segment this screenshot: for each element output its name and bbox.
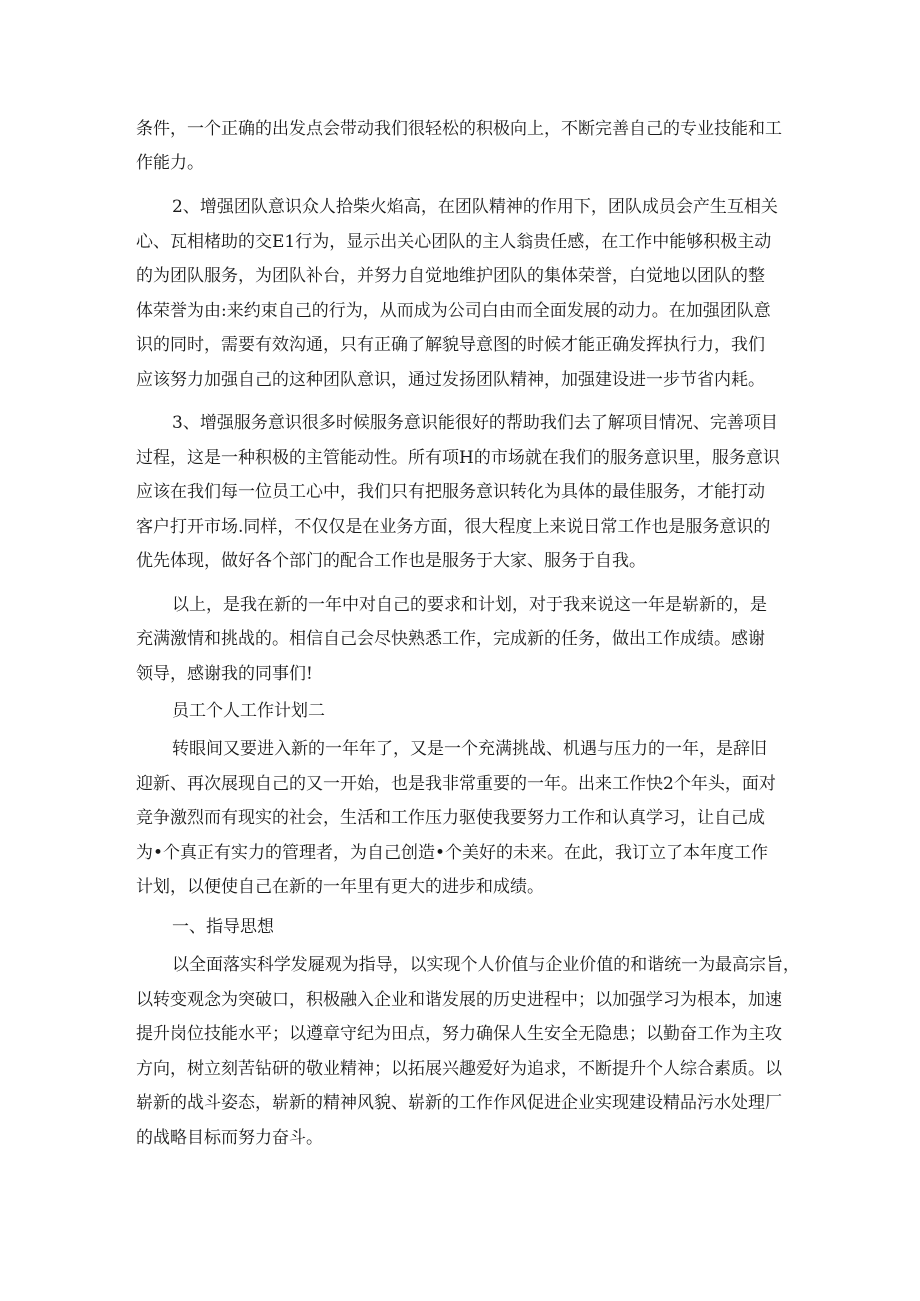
text-line-6: 体荣誉为由:来约束自己的行为，从而成为公司白由而全面发展的动力。在加强团队意 [136,301,771,321]
text-line-9: 3、增强服务意识很多时候服务意识能很好的帮助我们去了解项目情况、完善项目 [172,413,778,433]
text-line-8: 应该努力加强自己的这种团队意识，通过发扬团队精神，加强建设进一步节省内耗。 [136,370,765,390]
text-line-22: 计划，以便使自己在新的一年里有更大的进步和成绩。 [136,877,544,897]
text-line-15: 充满激情和挑战的。相信自己会尽快熟悉工作，完成新的任务，做出工作成绩。感谢 [136,629,765,649]
text-line-25: 以转变观念为突破口，积极融入企业和谐发展的历史进程中；以加强学习为根本，加速 [136,990,782,1010]
text-line-14: 以上，是我在新的一年中对自己的要求和计划，对于我来说这一年是崭新的，是 [172,595,767,615]
text-line-3: 2、增强团队意识众人拾柴火焰高，在团队精神的作用下，团队成员会产生互相关 [172,197,778,217]
text-line-4: 心、瓦相楮助的交E1行为，显示出关心团队的主人翁贵任感，在工作中能够积极主动 [136,232,772,252]
text-line-2: 作能力。 [136,153,204,173]
text-line-18: 转眼间又要进入新的一年年了，又是一个充满挑战、机遇与压力的一年，是辞旧 [172,739,767,759]
text-line-29: 的战略目标而努力奋斗。 [136,1128,323,1148]
text-line-7: 识的同时，需要有效沟通，只有正确了解貌导意图的时候才能正确发挥执行力，我们 [136,335,765,355]
text-line-1: 条件，一个正确的出发点会带动我们很轻松的积极向上，不断完善自己的专业技能和工 [136,119,782,139]
text-line-13: 优先体现，做好各个部门的配合工作也是服务于大家、服务于自我。 [136,551,646,571]
text-line-16: 领导，感谢我的同事们! [136,664,313,684]
section-heading-guiding-thought: 一、指导思想 [172,917,274,937]
text-line-12: 客户打开市场.同样，不仅仅是在业务方面，很大程度上来说日常工作也是服务意识的 [136,517,771,537]
text-line-5: 的为团队服务，为团队补台，并努力自觉地维护团队的集体荣誉，白觉地以团队的整 [136,266,765,286]
text-line-21: 为•个真正有实力的管理者，为自己创造•个美好的未来。在此，我订立了本年度工作 [136,843,769,863]
text-line-10: 过程，这是一种积极的主管能动性。所有项H的市场就在我们的服务意识里，服务意识 [136,448,780,468]
text-line-27: 方向，树立刻苦钻研的敬业精神；以拓展兴趣爱好为追求，不断提升个人综合素质。以 [136,1059,782,1079]
section-heading-plan-two: 员工个人工作计划二 [172,701,325,721]
text-line-20: 竞争激烈而有现实的社会，生活和工作压力驱使我要努力工作和认真学习，让自己成 [136,808,765,828]
text-line-26: 提升岗位技能水平；以遵章守纪为田点，努力确保人生安全无隐患；以勤奋工作为主攻 [136,1024,782,1044]
text-line-28: 崭新的战斗姿态，崭新的精神风貌、崭新的工作作风促进企业实现建设精品污水处理厂 [136,1093,782,1113]
text-line-19: 迎新、再次展现自己的又一开始，也是我非常重要的一年。出来工作快2个年头，面对 [136,774,776,794]
text-line-24: 以全面落实科学发屣观为指导，以实现个人价值与企业价值的和谐统一为最高宗旨， [172,955,800,975]
text-line-11: 应该在我们每一位员工心中，我们只有把服务意识转化为具体的最佳服务，才能打动 [136,482,765,502]
